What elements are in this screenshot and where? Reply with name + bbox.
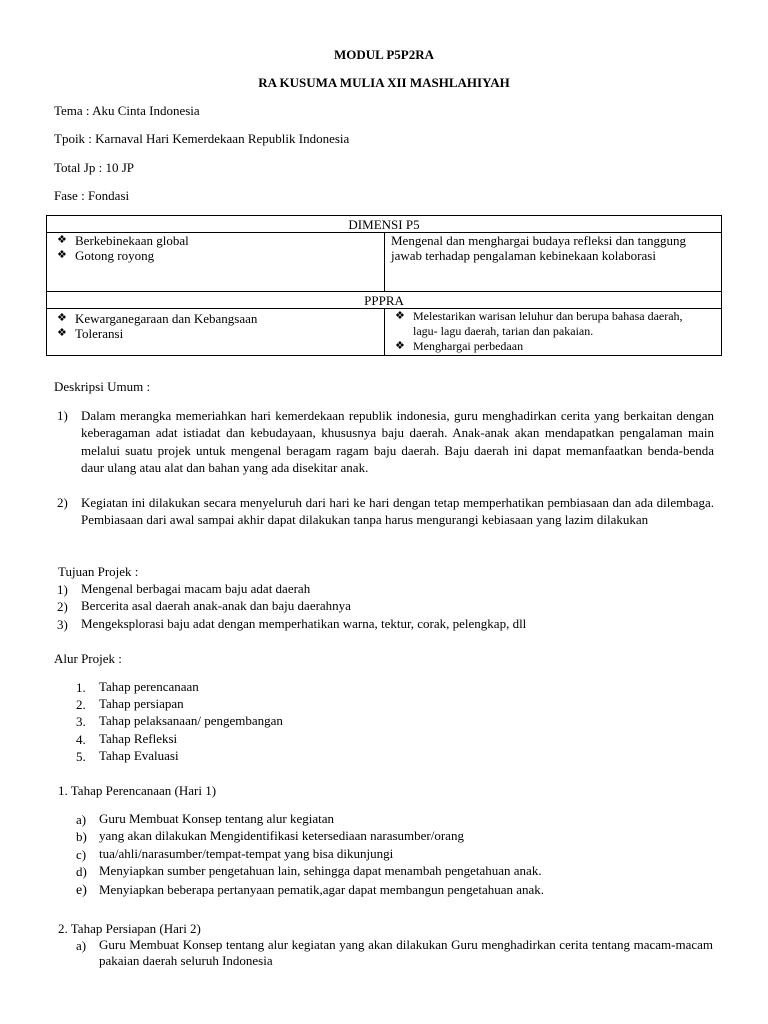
alur-heading: Alur Projek : bbox=[54, 651, 122, 666]
alur-num: 5. bbox=[76, 749, 86, 764]
tahap1-item: Guru Membuat Konsep tentang alur kegiatan bbox=[99, 811, 335, 826]
pppra-item: ❖ Toleransi bbox=[53, 326, 378, 341]
dimension-table bbox=[46, 215, 722, 356]
tahap2-item: Guru Membuat Konsep tentang alur kegiatan yang akan dilakukan Guru menghadirkan cerita tentang macam-macam pakaian daerah seluruh Indonesia bbox=[99, 937, 713, 968]
tujuan-heading: Tujuan Projek : bbox=[58, 564, 139, 579]
pppra-left-cell bbox=[47, 309, 385, 356]
dimensi-left-cell bbox=[47, 233, 385, 292]
pppra-right-cell bbox=[385, 309, 722, 356]
document-title: MODUL P5P2RA bbox=[333, 47, 435, 62]
tahap1-item: tua/ahli/narasumber/tempat-tempat yang bisa dikunjungi bbox=[99, 846, 394, 861]
alur-item: Tahap Evaluasi bbox=[99, 748, 179, 763]
alur-item: Tahap Refleksi bbox=[99, 731, 178, 746]
deskripsi-num: 1) bbox=[57, 408, 68, 423]
tahap1-num: e) bbox=[76, 883, 87, 898]
meta-tema: Tema : Aku Cinta Indonesia bbox=[54, 103, 200, 118]
meta-fase: Fase : Fondasi bbox=[54, 188, 130, 203]
tujuan-item: Mengeksplorasi baju adat dengan memperhatikan warna, tektur, corak, pelengkap, dll bbox=[81, 616, 527, 631]
deskripsi-item: Dalam merangka memeriahkan hari kemerdekaan republik indonesia, guru menghadirkan cerita yang berkaitan dengan keberagaman adat istiadat dan kebudayaan, khususnya baju daerah. Anak-anak akan mendapatkan pengalaman main melalui suatu projek untuk mengenal beragam ragam baju daerah. Baju daerah ini dapat memanfaatkan benda-benda daur ulang atau alat dan bahan yang ada disekitar anak. bbox=[81, 408, 714, 475]
tujuan-item: Mengenal berbagai macam baju adat daerah bbox=[81, 581, 311, 596]
deskripsi-heading: Deskripsi Umum : bbox=[54, 379, 151, 394]
pppra-item: ❖ Menghargai perbedaan bbox=[391, 339, 701, 354]
tahap2-heading: 2. Tahap Persiapan (Hari 2) bbox=[58, 921, 201, 936]
tahap1-num: a) bbox=[76, 812, 87, 827]
tahap2-num: a) bbox=[76, 938, 87, 953]
tahap1-item: yang akan dilakukan Mengidentifikasi ketersediaan narasumber/orang bbox=[99, 828, 464, 843]
document-subtitle: RA KUSUMA MULIA XII MASHLAHIYAH bbox=[258, 75, 510, 90]
alur-item: Tahap pelaksanaan/ pengembangan bbox=[99, 713, 283, 728]
dimensi-header: DIMENSI P5 bbox=[47, 216, 722, 233]
tahap1-num: d) bbox=[76, 864, 87, 879]
alur-item: Tahap persiapan bbox=[99, 696, 184, 711]
alur-num: 3. bbox=[76, 714, 86, 729]
alur-item: Tahap perencanaan bbox=[99, 679, 199, 694]
deskripsi-item: Kegiatan ini dilakukan secara menyeluruh dari hari ke hari dengan tetap memperhatikan pembiasaan dan ada dilembaga. Pembiasaan dari awal sampai akhir dapat dilakukan tanpa harus mengurangi kebiasaan yang lazim dilakukan bbox=[81, 495, 714, 528]
pppra-item: ❖ Melestarikan warisan leluhur dan berupa bahasa daerah, lagu- lagu daerah, tarian dan pakaian. bbox=[391, 309, 701, 339]
dimensi-item: ❖ Gotong royong bbox=[53, 248, 378, 263]
tahap1-num: c) bbox=[76, 847, 87, 862]
alur-num: 4. bbox=[76, 732, 86, 747]
dimensi-item: ❖ Berkebinekaan global bbox=[53, 233, 378, 248]
tahap1-num: b) bbox=[76, 829, 87, 844]
tujuan-item: Bercerita asal daerah anak-anak dan baju daerahnya bbox=[81, 598, 351, 613]
pppra-item: ❖ Kewarganegaraan dan Kebangsaan bbox=[53, 311, 378, 326]
tujuan-num: 2) bbox=[57, 599, 68, 614]
tahap1-heading: 1. Tahap Perencanaan (Hari 1) bbox=[58, 783, 217, 798]
alur-num: 1. bbox=[76, 680, 86, 695]
alur-num: 2. bbox=[76, 697, 86, 712]
deskripsi-num: 2) bbox=[57, 495, 68, 510]
tahap1-item: Menyiapkan sumber pengetahuan lain, sehingga dapat menambah pengetahuan anak. bbox=[99, 863, 542, 878]
tahap1-item: Menyiapkan beberapa pertanyaan pematik,agar dapat membangun pengetahuan anak. bbox=[99, 882, 545, 897]
dimensi-right-cell: Mengenal dan menghargai budaya refleksi dan tanggung jawab terhadap pengalaman kebinekaan kolaborasi bbox=[385, 233, 722, 292]
pppra-header: PPPRA bbox=[47, 292, 722, 309]
meta-topik: Tpoik : Karnaval Hari Kemerdekaan Republik Indonesia bbox=[54, 131, 350, 146]
meta-total-jp: Total Jp : 10 JP bbox=[54, 160, 134, 175]
tujuan-num: 1) bbox=[57, 582, 68, 597]
tujuan-num: 3) bbox=[57, 617, 68, 632]
